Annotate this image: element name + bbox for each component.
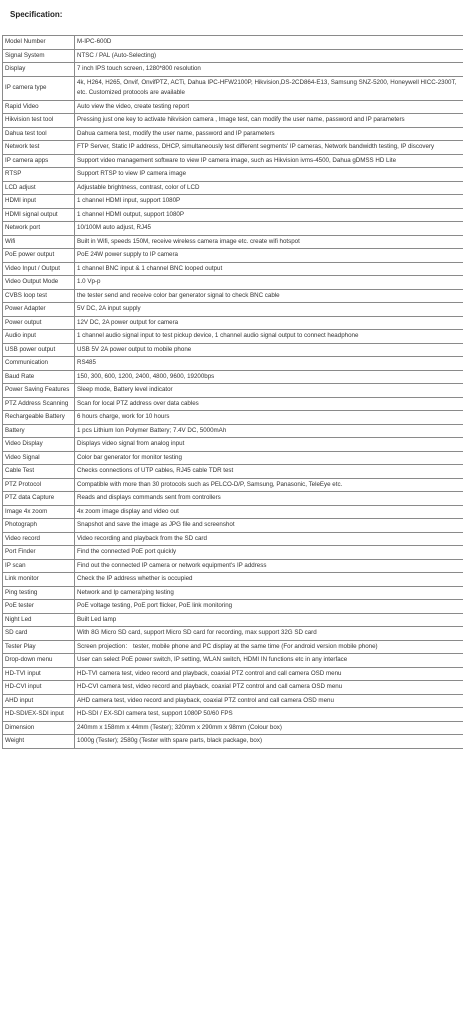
table-row	[3, 492, 463, 506]
spec-label: HDMI signal output	[3, 208, 75, 222]
spec-value: Built in Wifi, speeds 150M, receive wireless camera image etc. create wifi hotspot	[75, 235, 463, 249]
spec-value: 4k, H264, H265, Onvif, OnvifPTZ, ACTi, Dahua IPC-HFW2100P, Hikvision,DS-2CD864-E13, Samsung SNZ-5200, Honeywell HICC-2300T, etc. Customized protocols are available	[75, 76, 463, 100]
spec-value: Find the connected PoE port quickly	[75, 546, 463, 560]
spec-label: LCD adjust	[3, 181, 75, 195]
spec-label: Power Adapter	[3, 303, 75, 317]
table-row	[3, 559, 463, 573]
table-row	[3, 168, 463, 182]
spec-label: HD-CVI input	[3, 681, 75, 695]
spec-value: Scan for local PTZ address over data cables	[75, 397, 463, 411]
spec-value: 10/100M auto adjust, RJ45	[75, 222, 463, 236]
spec-label: HD-SDI/EX-SDI input	[3, 708, 75, 722]
spec-label: Ping testing	[3, 586, 75, 600]
spec-value: Screen projection： tester, mobile phone and PC display at the same time (For android version mobile phone)	[75, 640, 463, 654]
spec-value: With 8G Micro SD card, support Micro SD card for recording, max support 32G SD card	[75, 627, 463, 641]
spec-label: Power Saving Features	[3, 384, 75, 398]
spec-label: Battery	[3, 424, 75, 438]
spec-value: Dahua camera test, modify the user name, password and IP parameters	[75, 127, 463, 141]
spec-value: 4x zoom image display and video out	[75, 505, 463, 519]
spec-label: Dimension	[3, 721, 75, 735]
spec-value: 1 channel HDMI output, support 1080P	[75, 208, 463, 222]
spec-value: 12V DC, 2A power output for camera	[75, 316, 463, 330]
spec-value: Support video management software to view IP camera image, such as Hikvision ivms-4500, Dahua gDMSS HD Lite	[75, 154, 463, 168]
spec-label: Tester Play	[3, 640, 75, 654]
spec-label: Network test	[3, 141, 75, 155]
table-row	[3, 708, 463, 722]
table-row	[3, 141, 463, 155]
spec-value: Reads and displays commands sent from controllers	[75, 492, 463, 506]
spec-value: User can select PoE power switch, IP setting, WLAN switch, HDMI IN functions etc in any interface	[75, 654, 463, 668]
spec-label: Rechargeable Battery	[3, 411, 75, 425]
spec-value: Sleep mode, Battery level indicator	[75, 384, 463, 398]
spec-value: Network and Ip camera'ping testing	[75, 586, 463, 600]
spec-value: 1 pcs Lithium Ion Polymer Battery; 7.4V DC, 5000mAh	[75, 424, 463, 438]
table-row	[3, 667, 463, 681]
spec-value: FTP Server, Static IP address, DHCP, simultaneously test different segments' IP cameras, Network bandwidth testing, IP discovery	[75, 141, 463, 155]
spec-label: Audio input	[3, 330, 75, 344]
table-row	[3, 222, 463, 236]
spec-label: Video record	[3, 532, 75, 546]
spec-label: HD-TVI input	[3, 667, 75, 681]
table-row	[3, 370, 463, 384]
spec-value: 5V DC, 2A input supply	[75, 303, 463, 317]
spec-table-body	[3, 36, 463, 749]
spec-value: 1 channel HDMI input, support 1080P	[75, 195, 463, 209]
spec-label: AHD input	[3, 694, 75, 708]
spec-label: Night Led	[3, 613, 75, 627]
spec-value: PoE 24W power supply to IP camera	[75, 249, 463, 263]
table-row	[3, 289, 463, 303]
spec-value: Support RTSP to view IP camera image	[75, 168, 463, 182]
table-row	[3, 681, 463, 695]
table-row	[3, 114, 463, 128]
spec-value: PoE voltage testing, PoE port flicker, PoE link monitoring	[75, 600, 463, 614]
spec-value: M-IPC-600D	[75, 36, 463, 50]
spec-label: HDMI input	[3, 195, 75, 209]
spec-label: Drop-down menu	[3, 654, 75, 668]
spec-label: Hikvision test tool	[3, 114, 75, 128]
spec-value: 1000g (Tester); 2580g (Tester with spare parts, black package, box)	[75, 735, 463, 749]
table-row	[3, 573, 463, 587]
table-row	[3, 600, 463, 614]
spec-value: 6 hours charge, work for 10 hours	[75, 411, 463, 425]
table-row	[3, 721, 463, 735]
table-row	[3, 640, 463, 654]
spec-value: 1 channel audio signal input to test pickup device, 1 channel audio signal output to connect headphone	[75, 330, 463, 344]
table-row	[3, 181, 463, 195]
spec-value: Video recording and playback from the SD card	[75, 532, 463, 546]
spec-value: HD-TVI camera test, video record and playback, coaxial PTZ control and call camera OSD menu	[75, 667, 463, 681]
table-row	[3, 384, 463, 398]
table-row	[3, 397, 463, 411]
table-row	[3, 235, 463, 249]
spec-value: Displays video signal from analog input	[75, 438, 463, 452]
spec-label: Signal System	[3, 49, 75, 63]
spec-value: Built Led lamp	[75, 613, 463, 627]
spec-value: Checks connections of UTP cables, RJ45 cable TDR test	[75, 465, 463, 479]
table-row	[3, 208, 463, 222]
spec-value: 7 inch IPS touch screen, 1280*800 resolution	[75, 63, 463, 77]
spec-value: HD-SDI / EX-SDI camera test, support 1080P 50/60 FPS	[75, 708, 463, 722]
spec-value: Find out the connected IP camera or network equipment's IP address	[75, 559, 463, 573]
spec-label: PoE tester	[3, 600, 75, 614]
table-row	[3, 546, 463, 560]
spec-label: IP scan	[3, 559, 75, 573]
table-row	[3, 63, 463, 77]
spec-value: Auto view the video, create testing report	[75, 100, 463, 114]
spec-label: Video Output Mode	[3, 276, 75, 290]
table-row	[3, 357, 463, 371]
spec-value: 240mm x 158mm x 44mm (Tester); 320mm x 290mm x 98mm (Colour box)	[75, 721, 463, 735]
spec-label: Weight	[3, 735, 75, 749]
table-row	[3, 316, 463, 330]
spec-label: Photograph	[3, 519, 75, 533]
spec-label: IP camera type	[3, 76, 75, 100]
table-row	[3, 330, 463, 344]
spec-label: Video Input / Output	[3, 262, 75, 276]
table-row	[3, 343, 463, 357]
spec-label: CVBS loop test	[3, 289, 75, 303]
spec-value: Compatible with more than 30 protocols such as PELCO-D/P, Samsung, Panasonic, TeleEye etc.	[75, 478, 463, 492]
spec-label: Link monitor	[3, 573, 75, 587]
table-row	[3, 627, 463, 641]
spec-label: SD card	[3, 627, 75, 641]
spec-label: Port Finder	[3, 546, 75, 560]
spec-label: Cable Test	[3, 465, 75, 479]
spec-label: IP camera apps	[3, 154, 75, 168]
spec-label: Rapid Video	[3, 100, 75, 114]
table-row	[3, 100, 463, 114]
table-row	[3, 49, 463, 63]
table-row	[3, 438, 463, 452]
table-row	[3, 127, 463, 141]
spec-value: 150, 300, 600, 1200, 2400, 4800, 9600, 19200bps	[75, 370, 463, 384]
table-row	[3, 303, 463, 317]
table-row	[3, 694, 463, 708]
table-row	[3, 613, 463, 627]
table-row	[3, 195, 463, 209]
spec-label: Network port	[3, 222, 75, 236]
spec-value: AHD camera test, video record and playback, coaxial PTZ control and call camera OSD menu	[75, 694, 463, 708]
spec-value: Check the IP address whether is occupied	[75, 573, 463, 587]
spec-label: Image 4x zoom	[3, 505, 75, 519]
spec-label: Model Number	[3, 36, 75, 50]
spec-value: 1.0 Vp-p	[75, 276, 463, 290]
spec-value: the tester send and receive color bar generator signal to check BNC cable	[75, 289, 463, 303]
spec-value: Adjustable brightness, contrast, color of LCD	[75, 181, 463, 195]
spec-value: NTSC / PAL (Auto-Selecting)	[75, 49, 463, 63]
spec-value: 1 channel BNC input & 1 channel BNC looped output	[75, 262, 463, 276]
spec-label: Baud Rate	[3, 370, 75, 384]
spec-label: Power output	[3, 316, 75, 330]
table-row	[3, 505, 463, 519]
table-row	[3, 424, 463, 438]
spec-value: Snapshot and save the image as JPG file and screenshot	[75, 519, 463, 533]
table-row	[3, 76, 463, 100]
spec-value: Pressing just one key to activate hikvision camera , Image test, can modify the user name, password and IP parameters	[75, 114, 463, 128]
table-row	[3, 532, 463, 546]
spec-label: Video Display	[3, 438, 75, 452]
table-row	[3, 36, 463, 50]
spec-label: PTZ data Capture	[3, 492, 75, 506]
table-row	[3, 586, 463, 600]
table-row	[3, 262, 463, 276]
spec-label: PTZ Address Scanning	[3, 397, 75, 411]
table-row	[3, 519, 463, 533]
spec-label: Wifi	[3, 235, 75, 249]
spec-label: PTZ Protocol	[3, 478, 75, 492]
spec-label: PoE power output	[3, 249, 75, 263]
table-row	[3, 276, 463, 290]
spec-label: Display	[3, 63, 75, 77]
spec-value: HD-CVI camera test, video record and playback, coaxial PTZ control and call camera OSD menu	[75, 681, 463, 695]
table-row	[3, 154, 463, 168]
table-row	[3, 735, 463, 749]
spec-value: USB 5V 2A power output to mobile phone	[75, 343, 463, 357]
table-row	[3, 249, 463, 263]
spec-label: Dahua test tool	[3, 127, 75, 141]
spec-label: RTSP	[3, 168, 75, 182]
spec-label: USB power output	[3, 343, 75, 357]
table-row	[3, 411, 463, 425]
spec-value: RS485	[75, 357, 463, 371]
table-row	[3, 451, 463, 465]
spec-label: Video Signal	[3, 451, 75, 465]
table-row	[3, 654, 463, 668]
spec-table	[2, 35, 463, 749]
table-row	[3, 478, 463, 492]
spec-value: Color bar generator for monitor testing	[75, 451, 463, 465]
spec-label: Communication	[3, 357, 75, 371]
spec-heading: Specification:	[10, 10, 63, 19]
table-row	[3, 465, 463, 479]
